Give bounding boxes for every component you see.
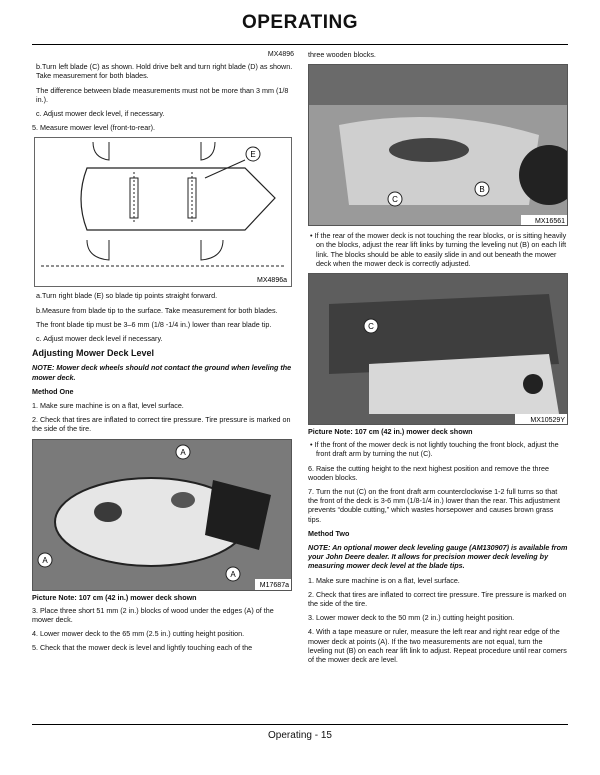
step-b: b.Turn left blade (C) as shown. Hold drive belt and turn right blade (D) as shown. Take measurement for both blades. [36,62,293,81]
front-draft-photo [308,273,568,425]
left-column [32,50,294,658]
page-title: OPERATING [241,12,359,33]
continued-text: three wooden blocks. [308,50,376,59]
front-tip-text: The front blade tip must be 3–6 mm (1/8 -1/4 in.) lower than rear blade tip. [36,319,272,329]
figure-code: MX4896 [267,51,294,58]
step-c2: c. Adjust mower deck level if necessary. [36,334,163,344]
method-two-heading: Method Two [308,528,350,538]
label-e: E [250,150,256,160]
step-5: 5. Measure mower level (front-to-rear). [32,123,156,133]
right-column [308,50,568,669]
label-a: A [42,555,48,565]
mower-deck-photo [32,439,292,591]
step-5b: 5. Check that the mower deck is level and lightly touching each of the [32,643,253,653]
rear-lift-photo-svg [309,65,567,225]
figure-code: MX4896a [257,277,287,285]
blade-diagram-svg [35,138,291,286]
step-4: 4. Lower mower deck to the 65 mm (2.5 in.) cutting height position. [32,629,245,639]
difference-text: The difference between blade measurements must not be more than 3 mm (1/8 in.). [36,85,289,104]
mower-deck-photo-svg [33,440,291,590]
step-b2: b.Measure from blade tip to the surface. Take measurement for both blades. [36,305,278,315]
method2-step-1: 1. Make sure machine is on a flat, level surface. [308,575,460,585]
label-c: C [392,195,398,205]
bullet-front-text: If the front of the mower deck is not lightly touching the front block, adjust the front draft arm by turning the nut (C). [314,440,559,459]
label-c: C [368,322,374,332]
step-7: 7. Turn the nut (C) on the front draft arm counterclockwise 1-2 full turns so that the front of the deck is 3-6 mm (1/8-1/4 in.) lower than the rear. This adjustment prevents “double cutting,” which wastes horsepower and causes brown grass tips. [308,487,560,524]
label-a: A [230,569,236,579]
page-footer: Operating - 15 [268,730,332,741]
label-b: B [479,185,485,195]
method2-step-2: 2. Check that tires are inflated to correct tire pressure. Tire pressure is marked on the side of the tire. [308,589,567,609]
rear-lift-photo [308,64,568,226]
figure-code: MX10529Y [530,417,565,425]
method-one-heading: Method One [32,386,74,396]
photo-caption: Picture Note: 107 cm (42 in.) mower deck shown [32,592,197,602]
step-c: c. Adjust mower deck level, if necessary. [36,109,165,119]
method2-step-4: 4. With a tape measure or ruler, measure the left rear and right rear edge of the mower deck at points (A). If the two measurements are not equal, turn the leveling nut (B) on each rear lift link to adjust. Repeat procedure until rear corners of the mower deck are level. [308,627,567,665]
photo-caption: Picture Note: 107 cm (42 in.) mower deck shown [308,427,473,437]
note: NOTE: Mower deck wheels should not contact the ground when leveling the mower deck. [32,363,292,382]
method2-step-3: 3. Lower mower deck to the 50 mm (2 in.) cutting height position. [308,613,515,623]
bullet-rear: • If the rear of the mower deck is not touching the rear blocks, or is sitting heavily on the blocks, adjust the rear lift links by turning the leveling nut (B) on each lift link. The blocks should be able to easily slide in and out beneath the mower deck when the mower deck is correctly adjusted. [310,231,567,268]
step-1: 1. Make sure machine is on a flat, level surface. [32,401,184,411]
step-3: 3. Place three short 51 mm (2 in.) blocks of wood under the edges (A) of the mower deck. [32,605,274,625]
label-a: A [180,447,186,457]
blade-diagram [34,137,292,287]
front-draft-photo-svg [309,274,567,424]
step-6: 6. Raise the cutting height to the next highest position and remove the three wooden blocks. [308,463,549,482]
bullet-front: • If the front of the mower deck is not lightly touching the front block, adjust the front draft arm by turning the nut (C). [310,440,559,459]
figure-code: MX16561 [535,218,565,226]
step-2: 2. Check that tires are inflated to correct tire pressure. Tire pressure is marked on the side of the tire. [32,415,291,434]
page-header [32,0,568,45]
section-heading: Adjusting Mower Deck Level [32,348,155,359]
note: NOTE: An optional mower deck leveling gauge (AM130907) is available from your John Deere dealer. It allows for precision mower deck leveling by measuring mower deck level at the blade tips. [308,543,568,571]
figure-code: M17687a [259,581,289,589]
bullet-rear-text: If the rear of the mower deck is not touching the rear blocks, or is sitting heavily on the blocks, adjust the rear lift links by turning the leveling nut (B) on each lift link. The blocks should be able to easily slide in and out beneath the mower deck when the mower deck is correctly adjusted. [314,231,567,268]
footer-divider [32,724,568,725]
step-a2: a.Turn right blade (E) so blade tip points straight forward. [36,291,218,301]
